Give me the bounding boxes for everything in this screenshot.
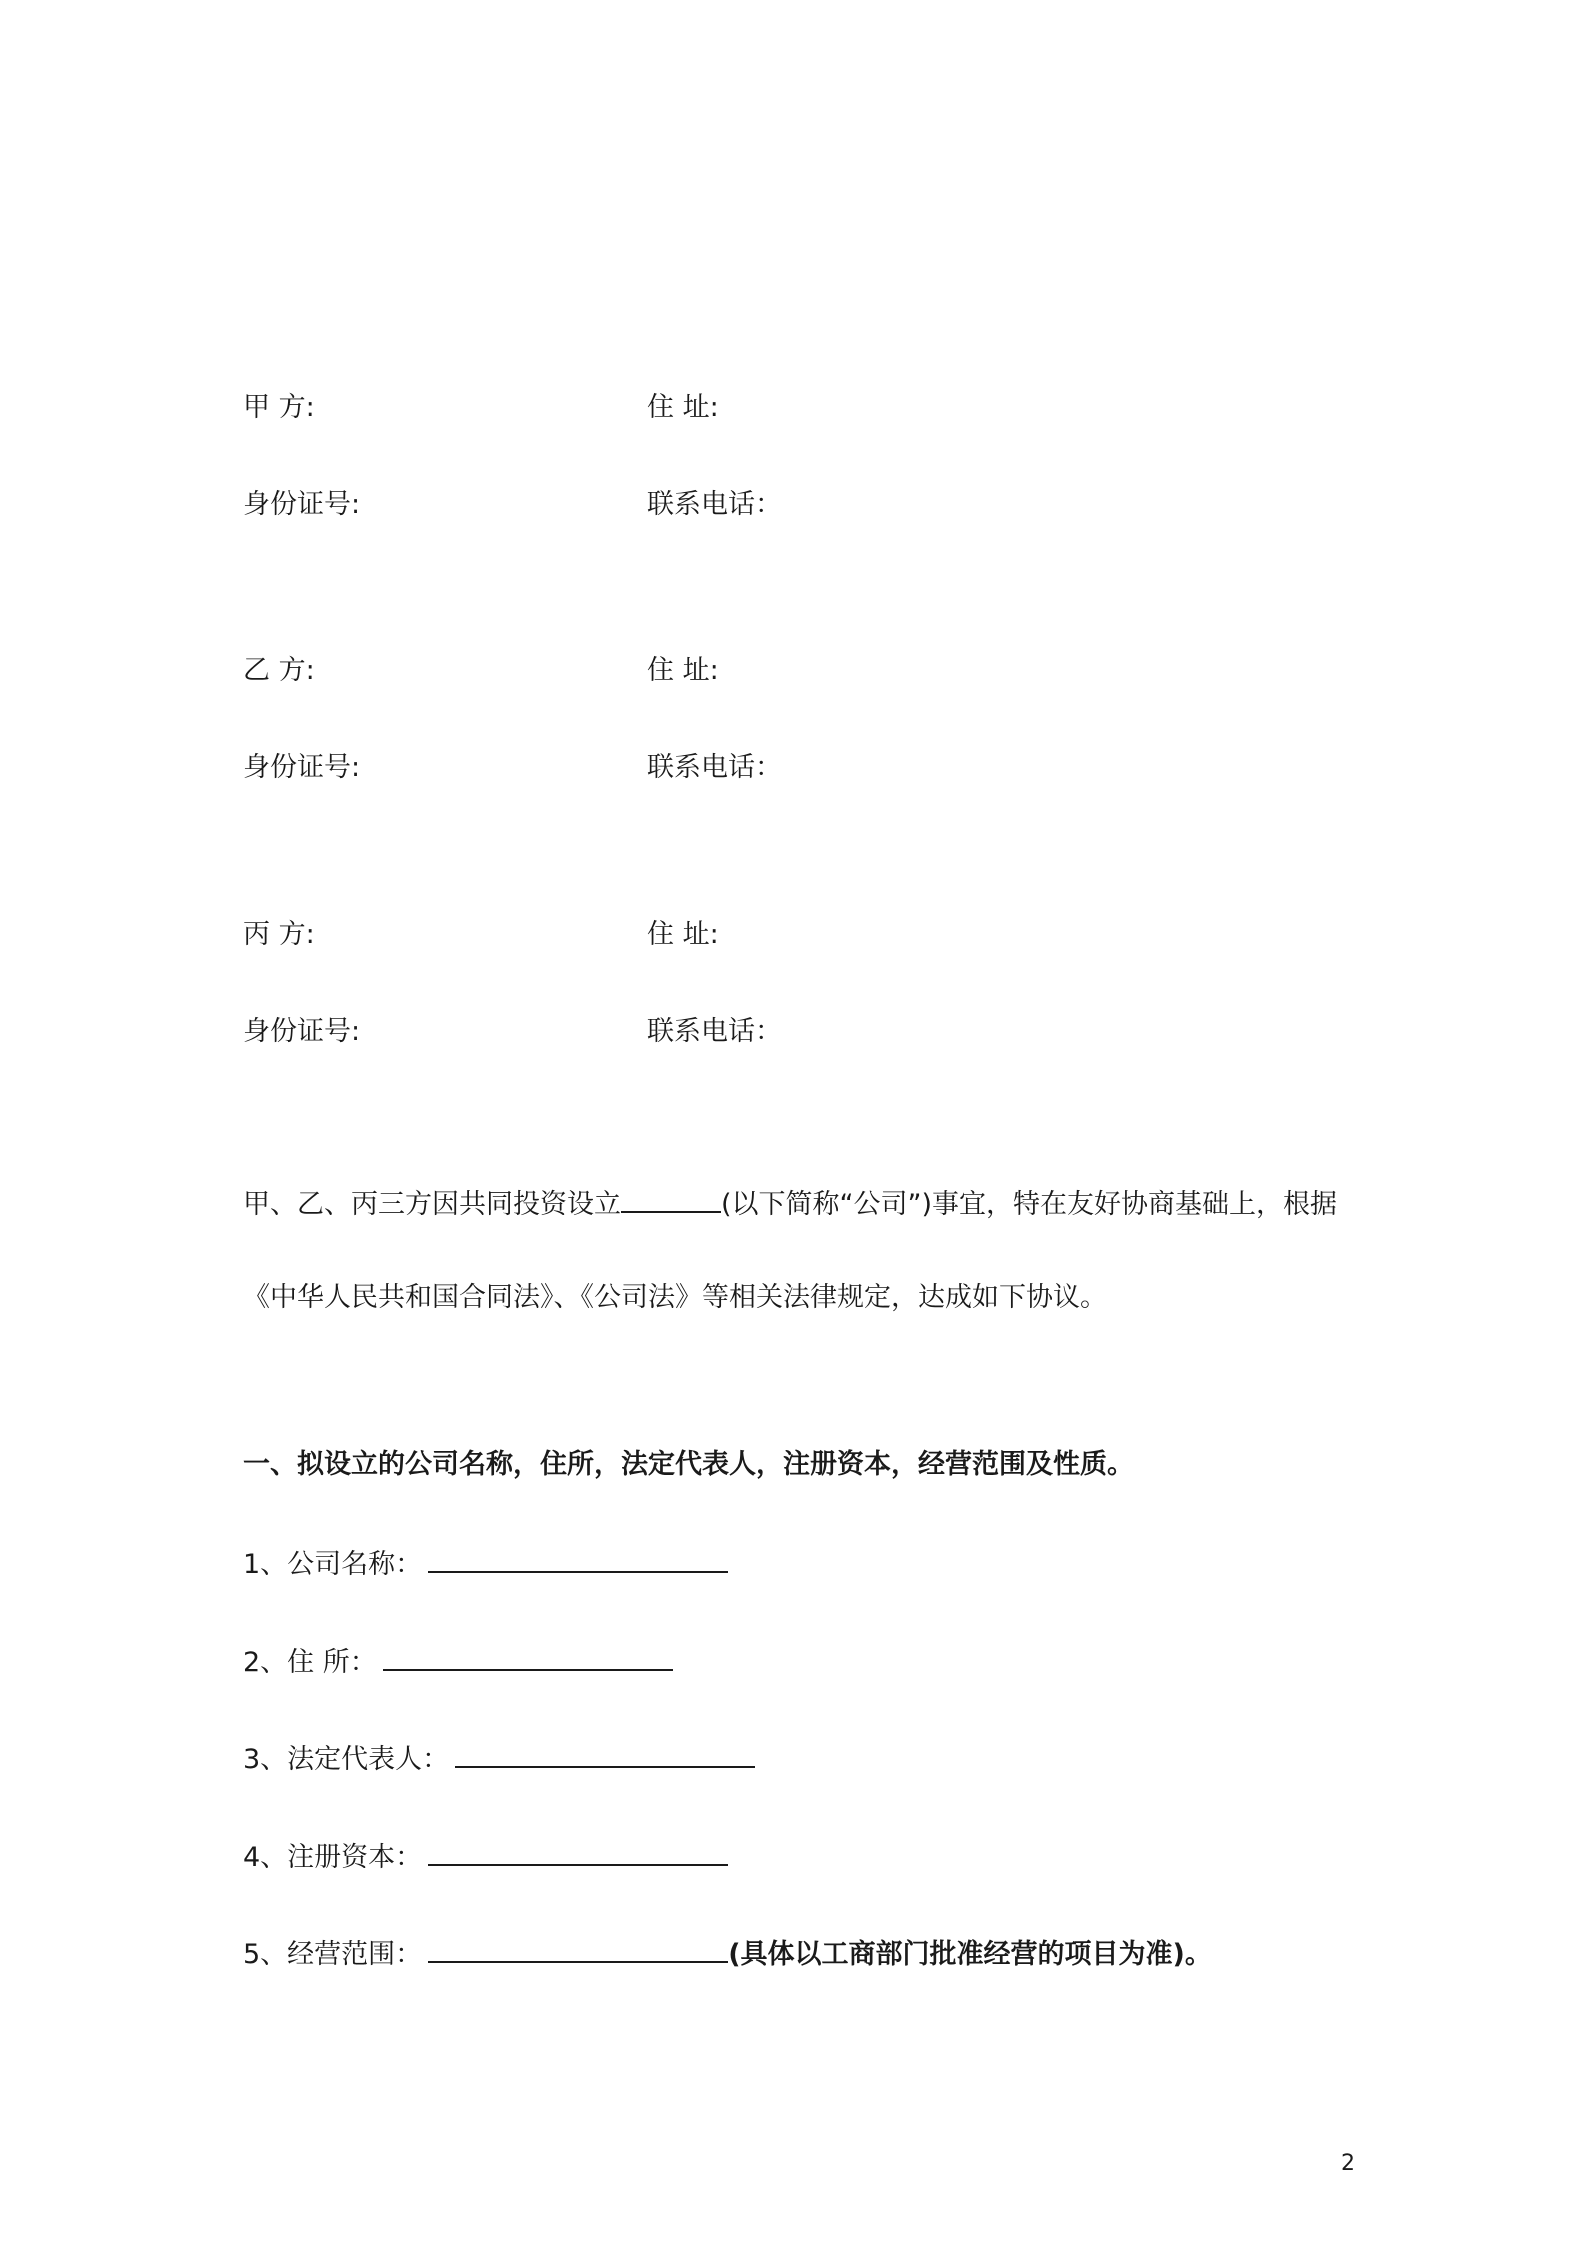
party-c-id-label: 身份证号:: [243, 1016, 361, 1047]
fill-blank-line: [428, 1545, 728, 1573]
party-b-address-label: 住 址:: [647, 655, 719, 686]
item-label: 1、公司名称：: [243, 1549, 423, 1580]
party-b-name-label: 乙 方:: [243, 655, 315, 686]
party-c-phone-label: 联系电话：: [647, 1016, 782, 1047]
preamble-line-1-end: (以下简称“公司”)事宜，特在友好协商基础上，根据: [721, 1189, 1338, 1220]
party-b-phone-label: 联系电话：: [647, 752, 782, 783]
item-legal-representative: [243, 1740, 755, 1778]
item-label: 4、注册资本：: [243, 1842, 423, 1873]
section-1-heading: 一、拟设立的公司名称，住所，法定代表人，注册资本，经营范围及性质。: [243, 1449, 1134, 1480]
party-a-name-label: 甲 方:: [243, 392, 315, 423]
item-label: 2、住 所：: [243, 1647, 377, 1678]
company-name-blank: [621, 1185, 721, 1213]
item-label: 3、法定代表人：: [243, 1744, 450, 1775]
preamble-line-1: [243, 1185, 1337, 1223]
party-c-name-label: 丙 方:: [243, 919, 315, 950]
party-c-address-label: 住 址:: [647, 919, 719, 950]
party-a-address-label: 住 址:: [647, 392, 719, 423]
item-note: (具体以工商部门批准经营的项目为准)。: [728, 1939, 1212, 1970]
item-address: [243, 1643, 673, 1681]
fill-blank-line: [455, 1740, 755, 1768]
item-registered-capital: [243, 1838, 728, 1876]
party-a-phone-label: 联系电话：: [647, 489, 782, 520]
fill-blank-line: [383, 1643, 673, 1671]
fill-blank-line: [428, 1838, 728, 1866]
item-label: 5、经营范围：: [243, 1939, 423, 1970]
page-number: 2: [1341, 2151, 1355, 2176]
fill-blank-line: [428, 1935, 728, 1963]
preamble-line-2: 《中华人民共和国合同法》、《公司法》等相关法律规定，达成如下协议。: [243, 1282, 1107, 1313]
party-b-id-label: 身份证号:: [243, 752, 361, 783]
item-business-scope: [243, 1935, 1212, 1973]
party-a-id-label: 身份证号:: [243, 489, 361, 520]
preamble-line-1-start: 甲、乙、丙三方因共同投资设立: [243, 1189, 621, 1220]
item-company-name: [243, 1545, 728, 1583]
